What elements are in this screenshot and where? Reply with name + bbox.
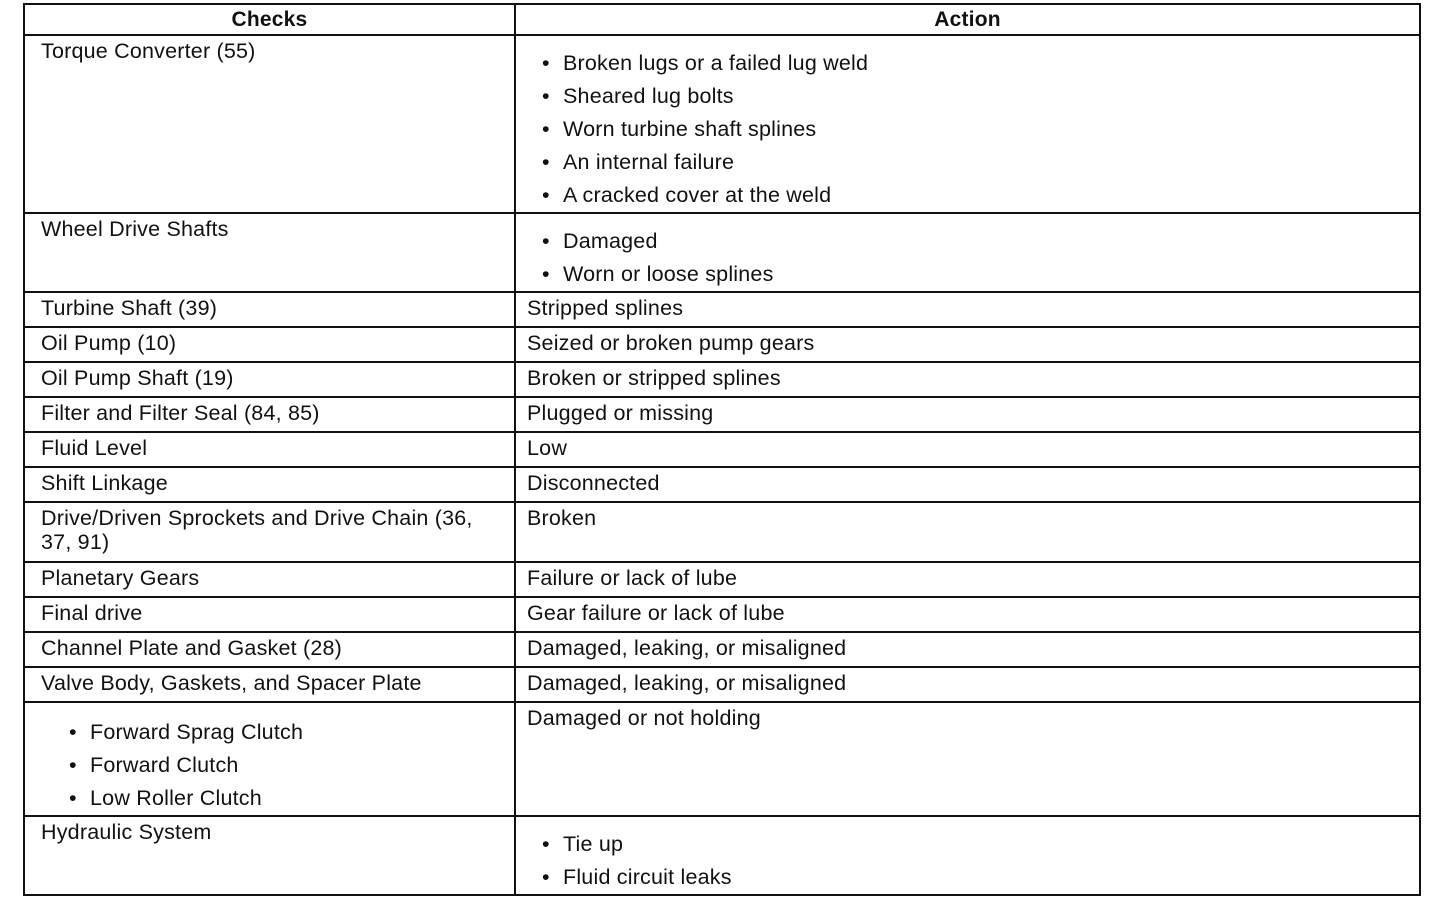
action-cell xyxy=(515,597,1420,632)
action-cell xyxy=(515,467,1420,502)
table-row xyxy=(24,397,1420,432)
table-row xyxy=(24,362,1420,397)
action-text: Stripped splines xyxy=(527,296,684,320)
action-bullet-item: • Broken lugs or a failed lug weld xyxy=(563,47,1419,80)
check-text: Turbine Shaft (39) xyxy=(41,296,218,320)
check-text: Fluid Level xyxy=(41,436,148,460)
check-cell xyxy=(24,397,515,432)
check-cell xyxy=(24,327,515,362)
action-cell xyxy=(515,362,1420,397)
table-row xyxy=(24,667,1420,702)
check-cell xyxy=(24,467,515,502)
action-text: Broken xyxy=(527,506,597,530)
check-cell xyxy=(24,432,515,467)
check-text: Shift Linkage xyxy=(41,471,168,495)
action-cell xyxy=(515,816,1420,895)
table-header-row xyxy=(24,4,1420,35)
action-cell xyxy=(515,702,1420,816)
action-cell xyxy=(515,432,1420,467)
action-bullet-item: • Tie up xyxy=(563,828,1419,861)
column-header-action: Action xyxy=(515,4,1420,35)
action-text: Gear failure or lack of lube xyxy=(527,601,785,625)
table-row xyxy=(24,35,1420,213)
check-cell xyxy=(24,667,515,702)
action-bullet-item: • An internal failure xyxy=(563,146,1419,179)
check-bullet-item: • Forward Clutch xyxy=(90,749,514,782)
action-cell xyxy=(515,632,1420,667)
action-text: Damaged or not holding xyxy=(527,706,761,730)
check-text: Torque Converter (55) xyxy=(41,39,256,63)
action-text: Seized or broken pump gears xyxy=(527,331,815,355)
table-row xyxy=(24,502,1420,562)
table-row xyxy=(24,432,1420,467)
check-text: Oil Pump Shaft (19) xyxy=(41,366,234,390)
check-text: Final drive xyxy=(41,601,143,625)
action-bullet-item: • Worn or loose splines xyxy=(563,258,1419,291)
table-row xyxy=(24,562,1420,597)
check-text: Valve Body, Gaskets, and Spacer Plate xyxy=(41,671,422,695)
check-bullet-item: • Forward Sprag Clutch xyxy=(90,716,514,749)
action-bullet-list xyxy=(516,817,1419,894)
action-text: Broken or stripped splines xyxy=(527,366,781,390)
table-row xyxy=(24,597,1420,632)
action-text: Damaged, leaking, or misaligned xyxy=(527,636,847,660)
checks-action-table xyxy=(23,3,1421,896)
table-row xyxy=(24,292,1420,327)
action-cell xyxy=(515,213,1420,292)
action-bullet-item: • Damaged xyxy=(563,225,1419,258)
check-cell xyxy=(24,213,515,292)
action-cell xyxy=(515,35,1420,213)
check-cell xyxy=(24,35,515,213)
check-bullet-item: • Low Roller Clutch xyxy=(90,782,514,815)
action-cell xyxy=(515,327,1420,362)
action-text: Plugged or missing xyxy=(527,401,714,425)
action-text: Failure or lack of lube xyxy=(527,566,738,590)
action-bullet-item: • Sheared lug bolts xyxy=(563,80,1419,113)
action-text: Disconnected xyxy=(527,471,660,495)
check-cell xyxy=(24,562,515,597)
action-cell xyxy=(515,292,1420,327)
action-cell xyxy=(515,667,1420,702)
check-cell xyxy=(24,597,515,632)
check-cell xyxy=(24,632,515,667)
action-bullet-item: • Worn turbine shaft splines xyxy=(563,113,1419,146)
action-bullet-list xyxy=(516,36,1419,212)
column-header-checks: Checks xyxy=(24,4,515,35)
action-cell xyxy=(515,562,1420,597)
table-row xyxy=(24,327,1420,362)
check-text: Hydraulic System xyxy=(41,820,212,844)
check-cell xyxy=(24,702,515,816)
table-row xyxy=(24,702,1420,816)
action-text: Damaged, leaking, or misaligned xyxy=(527,671,847,695)
check-text: Planetary Gears xyxy=(41,566,200,590)
action-bullet-item: • Fluid circuit leaks xyxy=(563,861,1419,894)
table-row xyxy=(24,467,1420,502)
action-cell xyxy=(515,502,1420,562)
check-cell xyxy=(24,502,515,562)
check-cell xyxy=(24,292,515,327)
action-cell xyxy=(515,397,1420,432)
check-text: Wheel Drive Shafts xyxy=(41,217,229,241)
action-bullet-list xyxy=(516,214,1419,291)
check-cell xyxy=(24,362,515,397)
check-bullet-list xyxy=(25,703,514,815)
check-cell xyxy=(24,816,515,895)
check-text: Filter and Filter Seal (84, 85) xyxy=(41,401,320,425)
action-bullet-item: • A cracked cover at the weld xyxy=(563,179,1419,212)
check-text: Oil Pump (10) xyxy=(41,331,177,355)
check-text: Drive/Driven Sprockets and Drive Chain (36, 37, 91) xyxy=(41,506,473,554)
check-text: Channel Plate and Gasket (28) xyxy=(41,636,343,660)
table-row xyxy=(24,213,1420,292)
action-text: Low xyxy=(527,436,568,460)
table-row xyxy=(24,632,1420,667)
table-row xyxy=(24,816,1420,895)
